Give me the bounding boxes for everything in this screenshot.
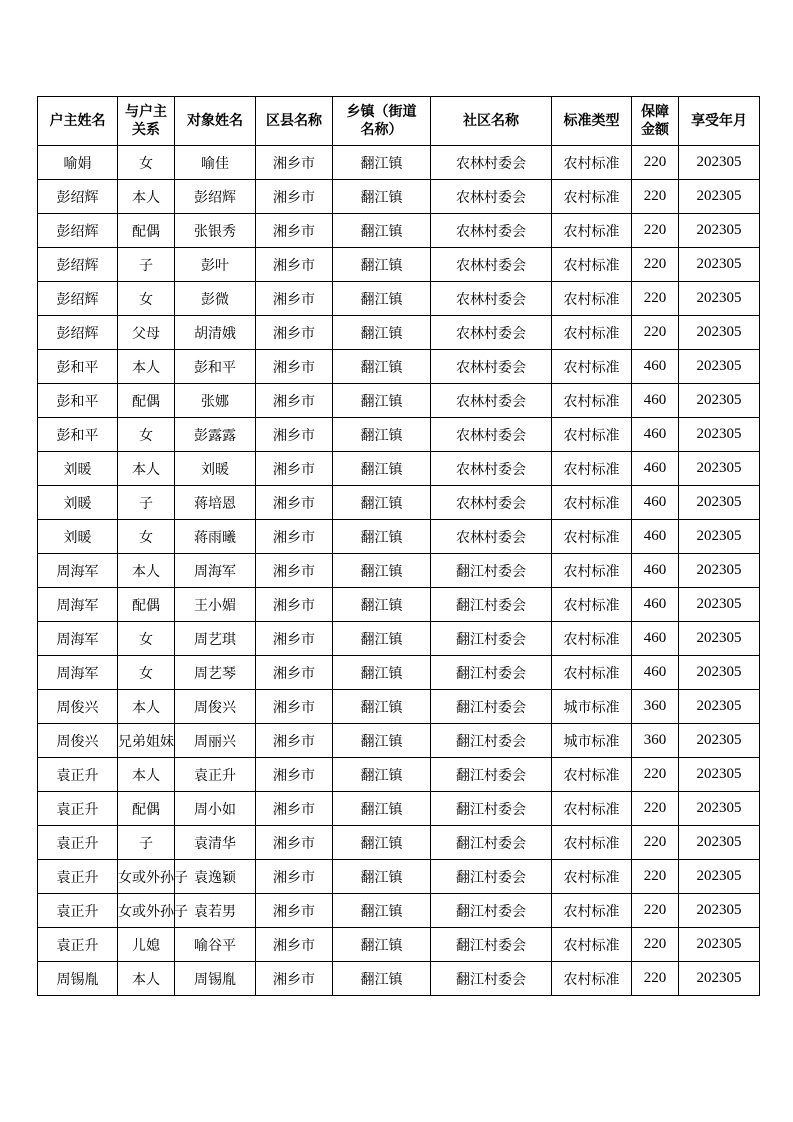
cell-town: 翻江镇 [333, 690, 431, 724]
cell-town: 翻江镇 [333, 452, 431, 486]
cell-householder: 周海军 [38, 656, 118, 690]
cell-relation: 父母 [118, 316, 175, 350]
cell-relation: 本人 [118, 180, 175, 214]
cell-county: 湘乡市 [256, 248, 333, 282]
cell-period: 202305 [679, 214, 760, 248]
cell-relation: 配偶 [118, 214, 175, 248]
cell-period: 202305 [679, 622, 760, 656]
cell-standard: 农村标准 [552, 554, 632, 588]
table-row [38, 690, 760, 724]
cell-period: 202305 [679, 282, 760, 316]
cell-relation: 本人 [118, 690, 175, 724]
cell-period: 202305 [679, 962, 760, 996]
cell-amount: 220 [632, 282, 679, 316]
cell-relation: 配偶 [118, 588, 175, 622]
cell-householder: 周海军 [38, 588, 118, 622]
cell-subject: 周小如 [175, 792, 256, 826]
cell-standard: 农村标准 [552, 316, 632, 350]
header-householder: 户主姓名 [38, 97, 118, 146]
cell-town: 翻江镇 [333, 758, 431, 792]
cell-subject: 袁若男 [175, 894, 256, 928]
cell-county: 湘乡市 [256, 622, 333, 656]
cell-amount: 460 [632, 588, 679, 622]
cell-householder: 周海军 [38, 554, 118, 588]
table-row [38, 282, 760, 316]
cell-subject: 喻谷平 [175, 928, 256, 962]
cell-amount: 220 [632, 146, 679, 180]
table-row [38, 418, 760, 452]
cell-amount: 460 [632, 486, 679, 520]
cell-amount: 220 [632, 792, 679, 826]
cell-community: 农林村委会 [431, 520, 552, 554]
cell-standard: 农村标准 [552, 214, 632, 248]
cell-community: 翻江村委会 [431, 656, 552, 690]
header-standard: 标准类型 [552, 97, 632, 146]
header-town: 乡镇（街道名称） [333, 97, 431, 146]
cell-period: 202305 [679, 384, 760, 418]
cell-community: 翻江村委会 [431, 724, 552, 758]
cell-subject: 蒋雨曦 [175, 520, 256, 554]
cell-amount: 460 [632, 520, 679, 554]
cell-standard: 农村标准 [552, 962, 632, 996]
cell-community: 翻江村委会 [431, 622, 552, 656]
cell-period: 202305 [679, 350, 760, 384]
cell-standard: 农村标准 [552, 282, 632, 316]
cell-standard: 农村标准 [552, 146, 632, 180]
cell-relation: 女 [118, 656, 175, 690]
cell-standard: 农村标准 [552, 928, 632, 962]
cell-period: 202305 [679, 316, 760, 350]
cell-standard: 农村标准 [552, 792, 632, 826]
cell-period: 202305 [679, 146, 760, 180]
cell-community: 翻江村委会 [431, 554, 552, 588]
table-row [38, 928, 760, 962]
table-row [38, 316, 760, 350]
cell-town: 翻江镇 [333, 928, 431, 962]
cell-subject: 彭和平 [175, 350, 256, 384]
cell-town: 翻江镇 [333, 894, 431, 928]
table-row [38, 724, 760, 758]
cell-town: 翻江镇 [333, 962, 431, 996]
cell-relation: 子 [118, 248, 175, 282]
cell-householder: 袁正升 [38, 894, 118, 928]
cell-subject: 胡清娥 [175, 316, 256, 350]
cell-householder: 周锡胤 [38, 962, 118, 996]
cell-amount: 220 [632, 248, 679, 282]
cell-relation: 本人 [118, 758, 175, 792]
cell-county: 湘乡市 [256, 758, 333, 792]
cell-householder: 彭绍辉 [38, 282, 118, 316]
cell-county: 湘乡市 [256, 962, 333, 996]
header-row [38, 97, 760, 146]
cell-period: 202305 [679, 894, 760, 928]
cell-amount: 220 [632, 758, 679, 792]
cell-county: 湘乡市 [256, 180, 333, 214]
cell-county: 湘乡市 [256, 146, 333, 180]
cell-town: 翻江镇 [333, 520, 431, 554]
roster-body [38, 146, 760, 996]
cell-period: 202305 [679, 792, 760, 826]
cell-subject: 彭叶 [175, 248, 256, 282]
cell-period: 202305 [679, 418, 760, 452]
cell-householder: 周俊兴 [38, 690, 118, 724]
cell-standard: 农村标准 [552, 180, 632, 214]
cell-period: 202305 [679, 248, 760, 282]
cell-relation: 女 [118, 282, 175, 316]
cell-subject: 周艺琴 [175, 656, 256, 690]
cell-relation: 女 [118, 418, 175, 452]
cell-community: 农林村委会 [431, 486, 552, 520]
cell-amount: 460 [632, 622, 679, 656]
cell-amount: 220 [632, 962, 679, 996]
cell-period: 202305 [679, 928, 760, 962]
cell-householder: 喻娟 [38, 146, 118, 180]
cell-standard: 城市标准 [552, 690, 632, 724]
cell-town: 翻江镇 [333, 180, 431, 214]
cell-town: 翻江镇 [333, 588, 431, 622]
cell-town: 翻江镇 [333, 146, 431, 180]
cell-town: 翻江镇 [333, 418, 431, 452]
cell-period: 202305 [679, 452, 760, 486]
cell-county: 湘乡市 [256, 690, 333, 724]
cell-householder: 袁正升 [38, 860, 118, 894]
cell-community: 翻江村委会 [431, 962, 552, 996]
cell-period: 202305 [679, 180, 760, 214]
cell-amount: 360 [632, 724, 679, 758]
cell-relation: 女或外孙子 [118, 894, 175, 928]
cell-county: 湘乡市 [256, 894, 333, 928]
cell-householder: 周海军 [38, 622, 118, 656]
cell-subject: 袁清华 [175, 826, 256, 860]
cell-amount: 220 [632, 860, 679, 894]
cell-county: 湘乡市 [256, 554, 333, 588]
cell-householder: 彭和平 [38, 384, 118, 418]
table-row [38, 622, 760, 656]
cell-town: 翻江镇 [333, 656, 431, 690]
cell-community: 农林村委会 [431, 384, 552, 418]
cell-householder: 刘暖 [38, 520, 118, 554]
cell-town: 翻江镇 [333, 350, 431, 384]
table-row [38, 146, 760, 180]
table-row [38, 180, 760, 214]
cell-amount: 220 [632, 180, 679, 214]
header-community: 社区名称 [431, 97, 552, 146]
cell-town: 翻江镇 [333, 826, 431, 860]
cell-county: 湘乡市 [256, 520, 333, 554]
cell-standard: 农村标准 [552, 826, 632, 860]
cell-relation: 本人 [118, 350, 175, 384]
cell-householder: 彭绍辉 [38, 180, 118, 214]
cell-subject: 王小媚 [175, 588, 256, 622]
cell-period: 202305 [679, 554, 760, 588]
cell-period: 202305 [679, 826, 760, 860]
cell-subject: 张银秀 [175, 214, 256, 248]
cell-period: 202305 [679, 758, 760, 792]
cell-subject: 周俊兴 [175, 690, 256, 724]
cell-amount: 220 [632, 316, 679, 350]
cell-town: 翻江镇 [333, 792, 431, 826]
cell-county: 湘乡市 [256, 214, 333, 248]
cell-subject: 周海军 [175, 554, 256, 588]
header-county: 区县名称 [256, 97, 333, 146]
cell-householder: 袁正升 [38, 928, 118, 962]
cell-county: 湘乡市 [256, 826, 333, 860]
table-row [38, 894, 760, 928]
cell-county: 湘乡市 [256, 792, 333, 826]
cell-community: 翻江村委会 [431, 928, 552, 962]
cell-community: 农林村委会 [431, 350, 552, 384]
cell-community: 农林村委会 [431, 418, 552, 452]
cell-relation: 女 [118, 622, 175, 656]
cell-community: 农林村委会 [431, 316, 552, 350]
cell-subject: 喻佳 [175, 146, 256, 180]
cell-standard: 农村标准 [552, 418, 632, 452]
cell-householder: 袁正升 [38, 792, 118, 826]
header-amount: 保障金额 [632, 97, 679, 146]
cell-amount: 460 [632, 452, 679, 486]
cell-standard: 农村标准 [552, 588, 632, 622]
cell-county: 湘乡市 [256, 418, 333, 452]
cell-county: 湘乡市 [256, 656, 333, 690]
cell-town: 翻江镇 [333, 622, 431, 656]
table-row [38, 554, 760, 588]
cell-town: 翻江镇 [333, 554, 431, 588]
cell-standard: 农村标准 [552, 486, 632, 520]
cell-subject: 彭绍辉 [175, 180, 256, 214]
cell-relation: 本人 [118, 452, 175, 486]
cell-standard: 城市标准 [552, 724, 632, 758]
table-row [38, 962, 760, 996]
cell-community: 翻江村委会 [431, 588, 552, 622]
table-row [38, 350, 760, 384]
cell-county: 湘乡市 [256, 928, 333, 962]
cell-relation: 配偶 [118, 384, 175, 418]
header-period: 享受年月 [679, 97, 760, 146]
cell-relation: 配偶 [118, 792, 175, 826]
cell-subject: 袁正升 [175, 758, 256, 792]
cell-subject: 彭微 [175, 282, 256, 316]
cell-standard: 农村标准 [552, 350, 632, 384]
cell-standard: 农村标准 [552, 622, 632, 656]
table-row [38, 452, 760, 486]
cell-period: 202305 [679, 520, 760, 554]
cell-community: 翻江村委会 [431, 860, 552, 894]
cell-subject: 周艺琪 [175, 622, 256, 656]
cell-community: 农林村委会 [431, 282, 552, 316]
cell-amount: 220 [632, 826, 679, 860]
cell-county: 湘乡市 [256, 452, 333, 486]
cell-standard: 农村标准 [552, 248, 632, 282]
cell-standard: 农村标准 [552, 894, 632, 928]
cell-town: 翻江镇 [333, 214, 431, 248]
cell-community: 农林村委会 [431, 180, 552, 214]
table-row [38, 758, 760, 792]
cell-period: 202305 [679, 486, 760, 520]
cell-householder: 刘暖 [38, 452, 118, 486]
cell-householder: 刘暖 [38, 486, 118, 520]
cell-county: 湘乡市 [256, 860, 333, 894]
cell-county: 湘乡市 [256, 316, 333, 350]
cell-householder: 彭和平 [38, 418, 118, 452]
cell-community: 翻江村委会 [431, 758, 552, 792]
cell-period: 202305 [679, 690, 760, 724]
cell-community: 农林村委会 [431, 146, 552, 180]
table-row [38, 384, 760, 418]
cell-town: 翻江镇 [333, 384, 431, 418]
cell-relation: 女或外孙子 [118, 860, 175, 894]
cell-town: 翻江镇 [333, 486, 431, 520]
cell-county: 湘乡市 [256, 724, 333, 758]
cell-community: 农林村委会 [431, 248, 552, 282]
cell-community: 农林村委会 [431, 452, 552, 486]
cell-community: 翻江村委会 [431, 826, 552, 860]
cell-town: 翻江镇 [333, 860, 431, 894]
cell-relation: 本人 [118, 554, 175, 588]
cell-standard: 农村标准 [552, 656, 632, 690]
table-row [38, 486, 760, 520]
cell-householder: 彭绍辉 [38, 248, 118, 282]
cell-householder: 袁正升 [38, 758, 118, 792]
roster-table [37, 96, 760, 996]
cell-county: 湘乡市 [256, 486, 333, 520]
table-row [38, 214, 760, 248]
cell-amount: 360 [632, 690, 679, 724]
cell-standard: 农村标准 [552, 452, 632, 486]
cell-town: 翻江镇 [333, 282, 431, 316]
cell-county: 湘乡市 [256, 350, 333, 384]
cell-community: 翻江村委会 [431, 792, 552, 826]
cell-standard: 农村标准 [552, 384, 632, 418]
cell-standard: 农村标准 [552, 758, 632, 792]
cell-county: 湘乡市 [256, 384, 333, 418]
cell-town: 翻江镇 [333, 248, 431, 282]
header-subject: 对象姓名 [175, 97, 256, 146]
table-row [38, 792, 760, 826]
cell-period: 202305 [679, 656, 760, 690]
cell-amount: 220 [632, 894, 679, 928]
cell-period: 202305 [679, 724, 760, 758]
cell-householder: 彭绍辉 [38, 316, 118, 350]
cell-householder: 彭和平 [38, 350, 118, 384]
cell-relation: 女 [118, 520, 175, 554]
cell-amount: 460 [632, 656, 679, 690]
cell-relation: 子 [118, 826, 175, 860]
cell-amount: 220 [632, 214, 679, 248]
cell-subject: 刘暖 [175, 452, 256, 486]
cell-householder: 彭绍辉 [38, 214, 118, 248]
table-row [38, 248, 760, 282]
cell-community: 翻江村委会 [431, 894, 552, 928]
cell-town: 翻江镇 [333, 724, 431, 758]
cell-standard: 农村标准 [552, 860, 632, 894]
cell-amount: 460 [632, 554, 679, 588]
cell-amount: 460 [632, 418, 679, 452]
table-row [38, 826, 760, 860]
cell-relation: 儿媳 [118, 928, 175, 962]
cell-subject: 周锡胤 [175, 962, 256, 996]
cell-county: 湘乡市 [256, 282, 333, 316]
cell-town: 翻江镇 [333, 316, 431, 350]
cell-subject: 袁逸颖 [175, 860, 256, 894]
table-row [38, 588, 760, 622]
table-row [38, 520, 760, 554]
cell-county: 湘乡市 [256, 588, 333, 622]
cell-subject: 蒋培恩 [175, 486, 256, 520]
cell-amount: 460 [632, 384, 679, 418]
cell-relation: 本人 [118, 962, 175, 996]
cell-amount: 220 [632, 928, 679, 962]
cell-subject: 彭露露 [175, 418, 256, 452]
cell-community: 农林村委会 [431, 214, 552, 248]
cell-relation: 子 [118, 486, 175, 520]
cell-relation: 兄弟姐妹 [118, 724, 175, 758]
cell-householder: 袁正升 [38, 826, 118, 860]
cell-period: 202305 [679, 860, 760, 894]
cell-relation: 女 [118, 146, 175, 180]
table-row [38, 860, 760, 894]
cell-householder: 周俊兴 [38, 724, 118, 758]
cell-community: 翻江村委会 [431, 690, 552, 724]
header-relation: 与户主关系 [118, 97, 175, 146]
cell-subject: 张娜 [175, 384, 256, 418]
cell-amount: 460 [632, 350, 679, 384]
table-row [38, 656, 760, 690]
cell-period: 202305 [679, 588, 760, 622]
cell-subject: 周丽兴 [175, 724, 256, 758]
cell-standard: 农村标准 [552, 520, 632, 554]
